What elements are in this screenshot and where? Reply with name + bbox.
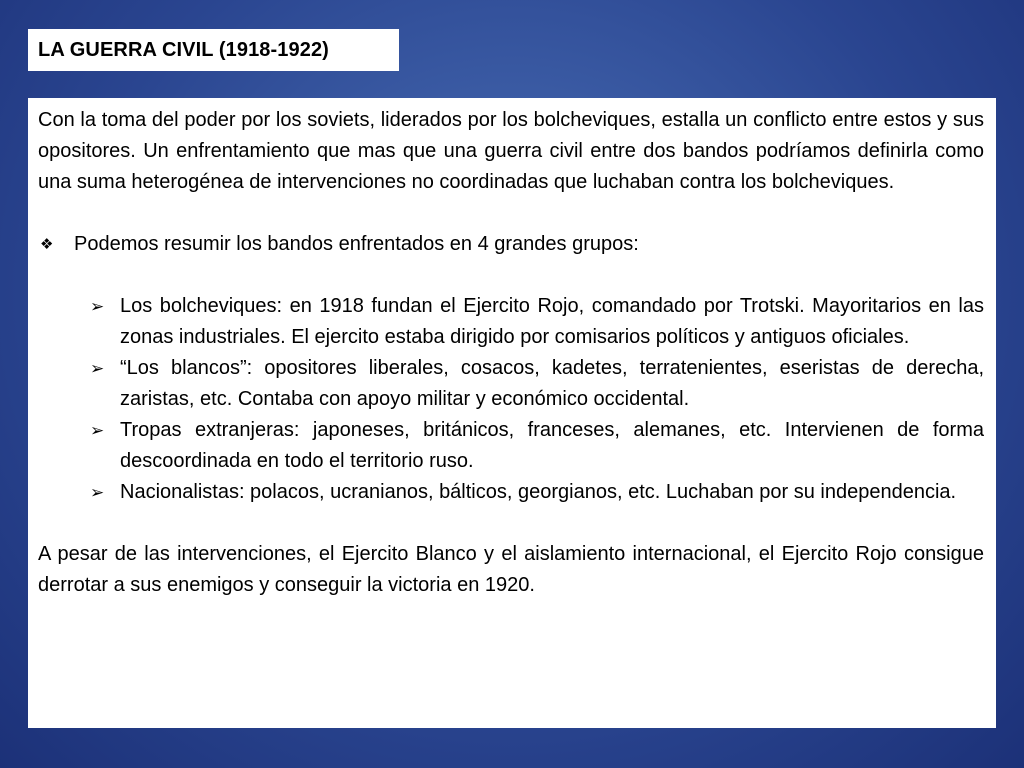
list-item (38, 353, 984, 415)
list-item-text: Los bolcheviques: en 1918 fundan el Ejercito Rojo, comandado por Trotski. Mayoritarios en las zonas industriales. El ejercito estaba dirigido por comisarios políticos y antiguos oficiales. (120, 295, 984, 348)
list-item (38, 477, 984, 508)
list-item (38, 415, 984, 477)
content-box (28, 98, 996, 728)
title-box (28, 29, 399, 71)
list-item (38, 291, 984, 353)
slide-title: LA GUERRA CIVIL (1918-1922) (38, 38, 329, 61)
groups-list (38, 291, 984, 508)
spacer (38, 508, 984, 539)
spacer (38, 260, 984, 291)
diamond-bullet-icon: ❖ (40, 236, 54, 253)
main-point (38, 229, 984, 260)
spacer (38, 198, 984, 229)
intro-paragraph: Con la toma del poder por los soviets, liderados por los bolcheviques, estalla un conflicto entre estos y sus opositores. Un enfrentamiento que mas que una guerra civil entre dos bandos podríamos definirla como una suma heterogénea de intervenciones no coordinadas que luchaban contra los bolcheviques. (38, 109, 984, 193)
list-item-text: Tropas extranjeras: japoneses, británicos, franceses, alemanes, etc. Intervienen de forma descoordinada en todo el territorio ruso. (120, 419, 984, 472)
main-point-text: Podemos resumir los bandos enfrentados en 4 grandes grupos: (74, 233, 639, 255)
conclusion-paragraph: A pesar de las intervenciones, el Ejercito Blanco y el aislamiento internacional, el Ejercito Rojo consigue derrotar a sus enemigos y conseguir la victoria en 1920. (38, 543, 984, 596)
arrow-bullet-icon: ➢ (90, 483, 105, 502)
arrow-bullet-icon: ➢ (90, 359, 105, 378)
list-item-text: Nacionalistas: polacos, ucranianos, bálticos, georgianos, etc. Luchaban por su independencia. (120, 481, 957, 503)
list-item-text: “Los blancos”: opositores liberales, cosacos, kadetes, terratenientes, eseristas de derecha, zaristas, etc. Contaba con apoyo militar y económico occidental. (120, 357, 984, 410)
arrow-bullet-icon: ➢ (90, 297, 105, 316)
arrow-bullet-icon: ➢ (90, 421, 105, 440)
